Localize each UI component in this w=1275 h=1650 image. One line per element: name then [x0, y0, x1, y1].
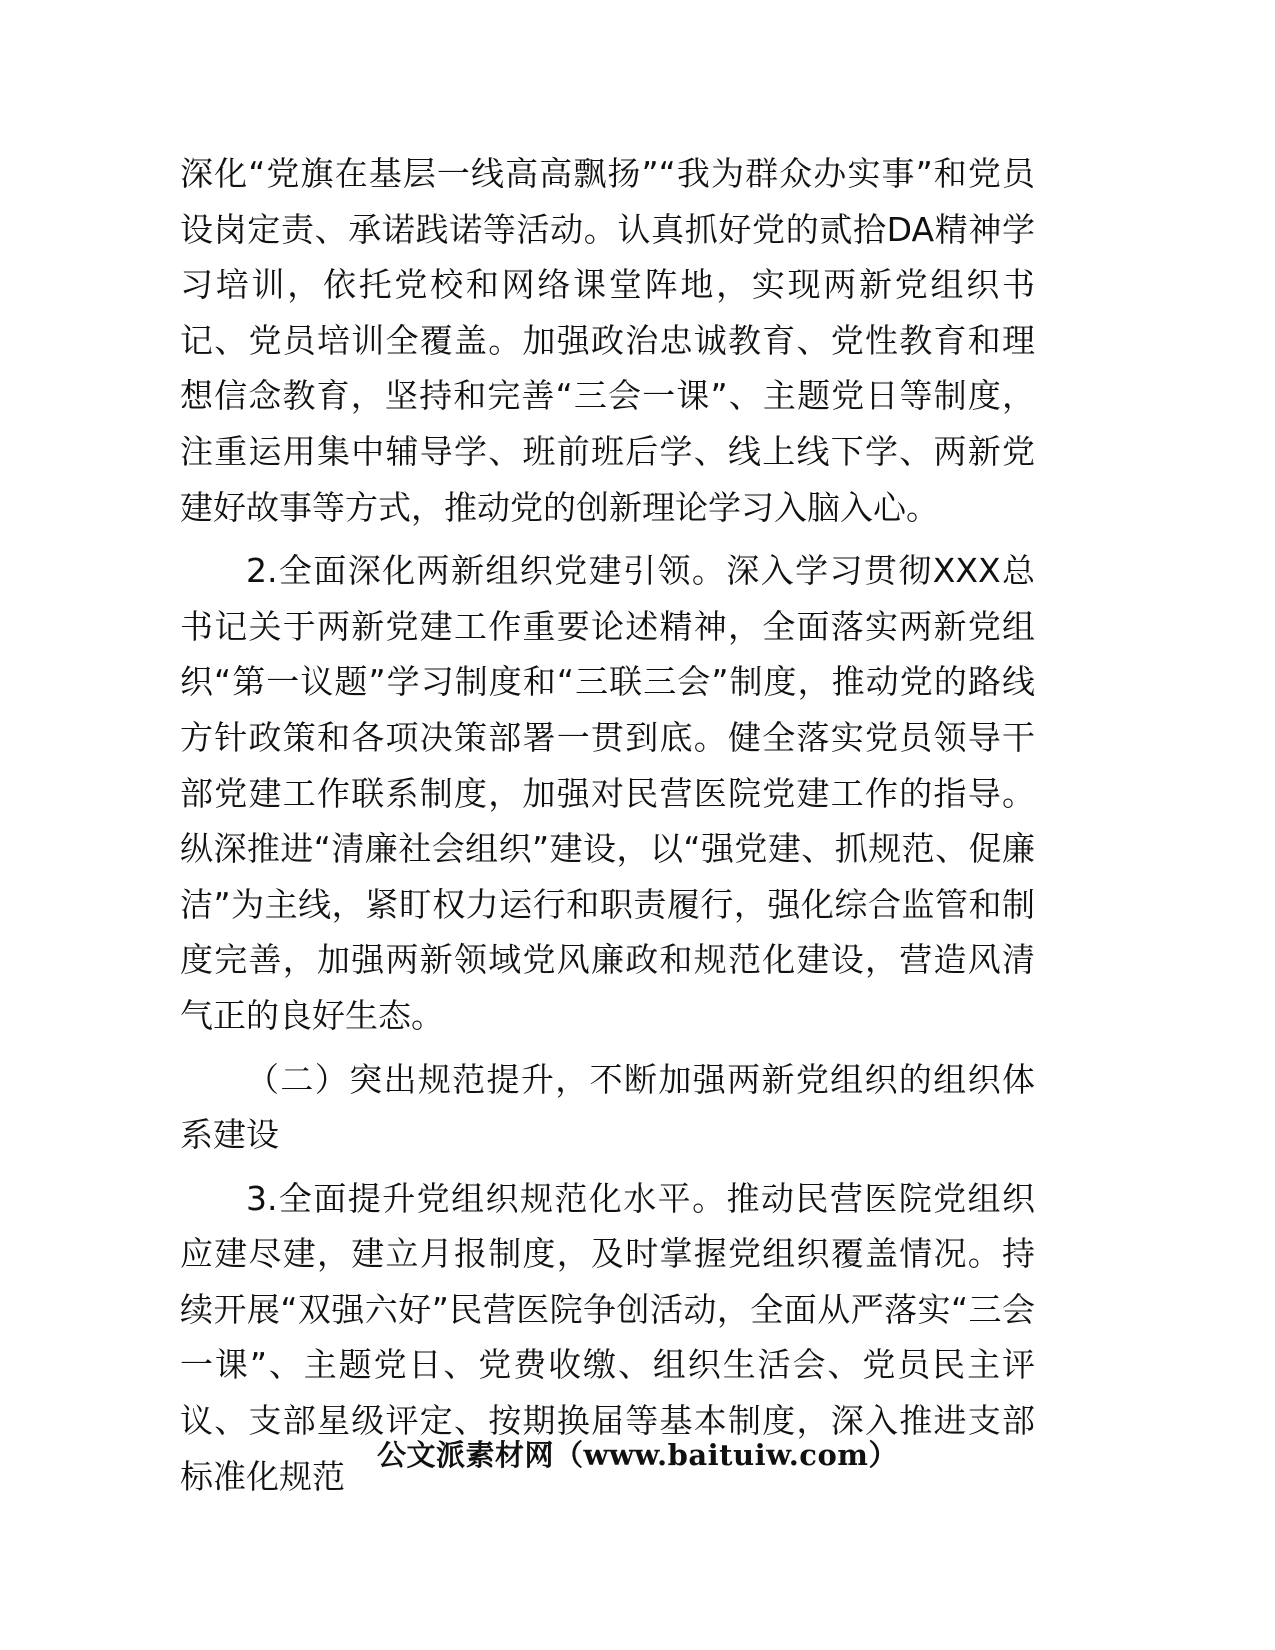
paragraph-1: 深化“党旗在基层一线高高飘扬”“我为群众办实事”和党员设岗定责、承诺践诺等活动。认真抓好党的贰拾DA精神学习培训，依托党校和网络课堂阵地，实现两新党组织书记、党员培训全覆盖。加强政治忠诚教育、党性教育和理想信念教育，坚持和完善“三会一课”、主题党日等制度，注重运用集中辅导学、班前班后学、线上线下学、两新党建好故事等方式，推动党的创新理论学习入脑入心。	[180, 154, 1035, 527]
paragraph-3: 3.全面提升党组织规范化水平。推动民营医院党组织应建尽建，建立月报制度，及时掌握党组织覆盖情况。持续开展“双强六好”民营医院争创活动，全面从严落实“三会一课”、主题党日、党费收缴、组织生活会、党员民主评议、支部星级评定、按期换届等基本制度，深入推进支部标准化规范	[180, 1178, 1035, 1496]
section-heading: （二）突出规范提升，不断加强两新党组织的组织体系建设	[180, 1059, 1035, 1155]
document-body	[180, 146, 1035, 1512]
page-footer-watermark: 公文派素材网（www.baituiw.com）	[377, 1438, 898, 1472]
paragraph-2: 2.全面深化两新组织党建引领。深入学习贯彻XXX总书记关于两新党建工作重要论述精神，全面落实两新党组织“第一议题”学习制度和“三联三会”制度，推动党的路线方针政策和各项决策部署一贯到底。健全落实党员领导干部党建工作联系制度，加强对民营医院党建工作的指导。纵深推进“清廉社会组织”建设，以“强党建、抓规范、促廉洁”为主线，紧盯权力运行和职责履行，强化综合监管和制度完善，加强两新领域党风廉政和规范化建设，营造风清气正的良好生态。	[180, 551, 1035, 1035]
